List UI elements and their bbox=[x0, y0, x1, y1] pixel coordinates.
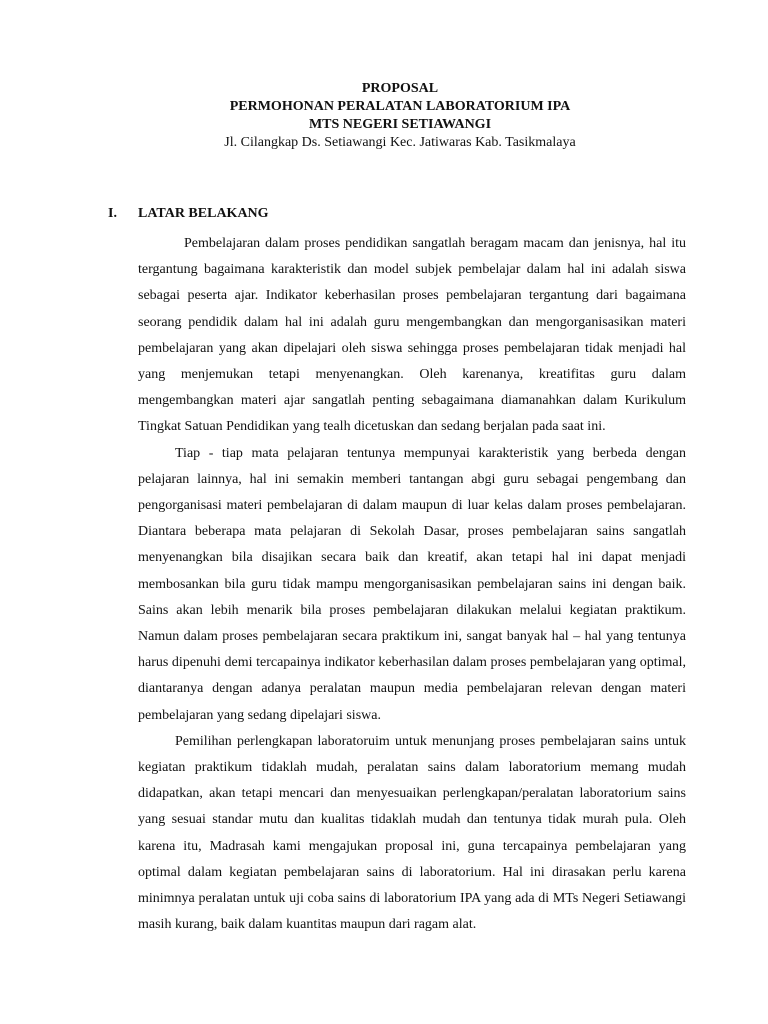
header-subtitle: PERMOHONAN PERALATAN LABORATORIUM IPA bbox=[229, 99, 571, 114]
section-number: I. bbox=[108, 206, 117, 221]
header-title: PROPOSAL bbox=[361, 81, 439, 96]
section-body bbox=[138, 231, 686, 938]
section-title: LATAR BELAKANG bbox=[138, 206, 269, 221]
paragraph: Tiap - tiap mata pelajaran tentunya mempunyai karakteristik yang berbeda dengan pelajaran lainnya, hal ini semakin memberi tantangan abgi guru sebagai pengembang dan pengorganisasi materi pembelajaran di dalam maupun di luar kelas dalam proses pembelajaran. Diantara beberapa mata pelajaran di Sekolah Dasar, proses pembelajaran sains sangatlah menyenangkan bila disajikan secara baik dan kreatif, akan tetapi hal ini dapat menjadi membosankan bila guru tidak mampu mengorganisasikan pembelajaran sains ini dengan baik. Sains akan lebih menarik bila proses pembelajaran dilakukan melalui kegiatan praktikum. Namun dalam proses pembelajaran secara praktikum ini, sangat banyak hal – hal yang tentunya harus dipenuhi demi tercapainya indikator keberhasilan dalam proses pembelajaran yang optimal, diantaranya dengan adanya peralatan maupun media pembelajaran relevan dengan materi pembelajaran yang sedang dipelajari siswa. bbox=[138, 445, 686, 723]
paragraph: Pemilihan perlengkapan laboratoruim untuk menunjang proses pembelajaran sains untuk kegiatan praktikum tidaklah mudah, peralatan sains dalam laboratorium memang mudah didapatkan, akan tetapi mencari dan menyesuaikan perlengkapan/peralatan laboratorium sains yang sesuai standar mutu dan kualitas tidaklah mudah dan tentunya tidak murah pula. Oleh karena itu, Madrasah kami mengajukan proposal ini, guna tercapainya pembelajaran yang optimal dalam kegiatan pembelajaran sains di laboratorium. Hal ini dirasakan perlu karena minimnya peralatan untuk uji coba sains di laboratorium IPA yang ada di MTs Negeri Setiawangi masih kurang, baik dalam kuantitas maupun dari ragam alat. bbox=[138, 733, 686, 933]
paragraph: Pembelajaran dalam proses pendidikan sangatlah beragam macam dan jenisnya, hal itu tergantung bagaimana karakteristik dan model subjek pembelajar dalam hal ini adalah siswa sebagai peserta ajar. Indikator keberhasilan proses pembelajaran tergantung dari bagaimana seorang pendidik dalam hal ini adalah guru mengembangkan dan mengorganisasikan materi pembelajaran yang akan dipelajari oleh siswa sehingga proses pembelajaran tidak menjadi hal yang menjemukan tetapi menyenangkan. Oleh karenanya, kreatifitas guru dalam mengembangkan materi ajar sangatlah penting sebagaimana diamanahkan dalam Kurikulum Tingkat Satuan Pendidikan yang tealh dicetuskan dan sedang berjalan pada saat ini. bbox=[138, 236, 686, 435]
header-address: Jl. Cilangkap Ds. Setiawangi Kec. Jatiwaras Kab. Tasikmalaya bbox=[224, 135, 576, 150]
section-heading bbox=[108, 205, 269, 223]
header-school-name: MTS NEGERI SETIAWANGI bbox=[308, 117, 492, 132]
document-header bbox=[0, 80, 768, 152]
